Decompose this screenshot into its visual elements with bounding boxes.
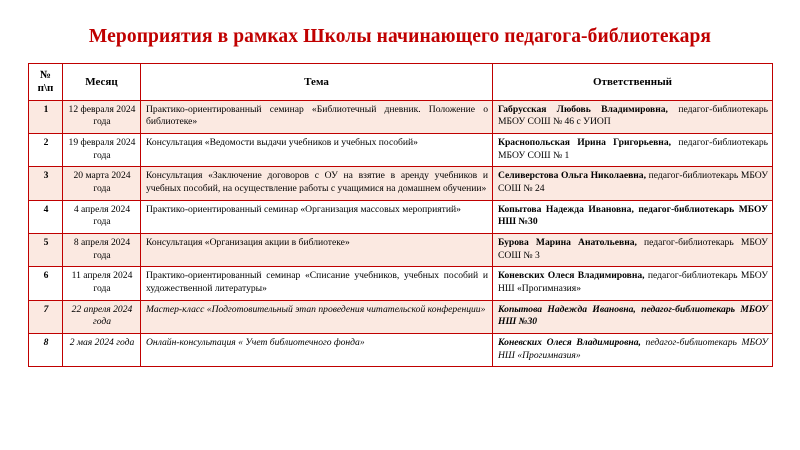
- cell-theme: Консультация «Организация акции в библиотеке»: [141, 233, 493, 266]
- table-body: [29, 100, 773, 367]
- cell-responsible: [493, 267, 773, 300]
- cell-theme: Практико-ориентированный семинар «Списание учебников, учебных пособий и художественной литературы»: [141, 267, 493, 300]
- column-header-number: № п\п: [29, 64, 63, 100]
- cell-responsible: [493, 333, 773, 366]
- cell-number: 4: [29, 200, 63, 233]
- table-row: [29, 134, 773, 167]
- cell-number: 2: [29, 134, 63, 167]
- cell-responsible: [493, 100, 773, 133]
- cell-number: 5: [29, 233, 63, 266]
- responsible-name: Габрусская Любовь Владимировна,: [498, 103, 668, 115]
- responsible-name: Коневских Олеся Владимировна,: [498, 270, 645, 282]
- cell-theme: Онлайн-консультация « Учет библиотечного фонда»: [141, 333, 493, 366]
- cell-month: 19 февраля 2024 года: [63, 134, 141, 167]
- responsible-name: Копытова Надежда Ивановна, педагог-библиотекарь МБОУ НШ №30: [498, 303, 768, 328]
- responsible-detail: педагог-библиотекарь МБОУ НШ «Прогимназия»: [498, 336, 768, 361]
- column-header-theme: Тема: [141, 64, 493, 100]
- cell-number: 8: [29, 333, 63, 366]
- responsible-detail: педагог-библиотекарь МБОУ СОШ № 46 с УИОП: [498, 103, 769, 128]
- cell-month: 2 мая 2024 года: [63, 333, 141, 366]
- table-row: [29, 267, 773, 300]
- cell-theme: Консультация «Заключение договоров с ОУ на взятие в аренду учебников и учебных пособий, на осуществление работы с учащимися на домашнем обучении»: [141, 167, 493, 200]
- responsible-detail: педагог-библиотекарь МБОУ НШ «Прогимназия»: [498, 270, 768, 294]
- table-row: [29, 100, 773, 133]
- table-row: [29, 167, 773, 200]
- cell-number: 1: [29, 100, 63, 133]
- cell-number: 3: [29, 167, 63, 200]
- cell-responsible: [493, 233, 773, 266]
- responsible-detail: педагог-библиотекарь МБОУ СОШ № 3: [498, 236, 768, 261]
- responsible-name: Краснопольская Ирина Григорьевна,: [498, 137, 672, 149]
- table-row: [29, 233, 773, 266]
- cell-responsible: [493, 300, 773, 333]
- table-header-row: [29, 64, 773, 100]
- cell-theme: Практико-ориентированный семинар «Библиотечный дневник. Положение о библиотеке»: [141, 100, 493, 133]
- cell-responsible: [493, 134, 773, 167]
- cell-theme: Мастер-класс «Подготовительный этап проведения читательской конференции»: [141, 300, 493, 333]
- responsible-name: Бурова Марина Анатольевна,: [498, 236, 637, 248]
- cell-month: 20 марта 2024 года: [63, 167, 141, 200]
- responsible-name: Копытова Надежда Ивановна, педагог-библиотекарь МБОУ НШ №30: [498, 203, 768, 228]
- cell-month: 12 февраля 2024 года: [63, 100, 141, 133]
- responsible-detail: педагог-библиотекарь МБОУ СОШ № 24: [498, 170, 768, 194]
- cell-responsible: [493, 167, 773, 200]
- responsible-name: Коневских Олеся Владимировна,: [498, 336, 641, 348]
- page-title: Мероприятия в рамках Школы начинающего педагога-библиотекаря: [88, 26, 712, 47]
- cell-month: 8 апреля 2024 года: [63, 233, 141, 266]
- table-header: [29, 64, 773, 100]
- column-header-month: Месяц: [63, 64, 141, 100]
- cell-number: 7: [29, 300, 63, 333]
- responsible-name: Селиверстова Ольга Николаевна,: [498, 170, 646, 182]
- cell-month: 22 апреля 2024 года: [63, 300, 141, 333]
- cell-number: 6: [29, 267, 63, 300]
- table-row: [29, 200, 773, 233]
- table-row: [29, 300, 773, 333]
- responsible-detail: педагог-библиотекарь МБОУ СОШ № 1: [498, 137, 768, 161]
- cell-theme: Консультация «Ведомости выдачи учебников и учебных пособий»: [141, 134, 493, 167]
- cell-month: 4 апреля 2024 года: [63, 200, 141, 233]
- column-header-responsible: Ответственный: [493, 64, 773, 100]
- cell-month: 11 апреля 2024 года: [63, 267, 141, 300]
- schedule-table: [28, 63, 773, 367]
- table-row: [29, 333, 773, 366]
- cell-responsible: [493, 200, 773, 233]
- cell-theme: Практико-ориентированный семинар «Организация массовых мероприятий»: [141, 200, 493, 233]
